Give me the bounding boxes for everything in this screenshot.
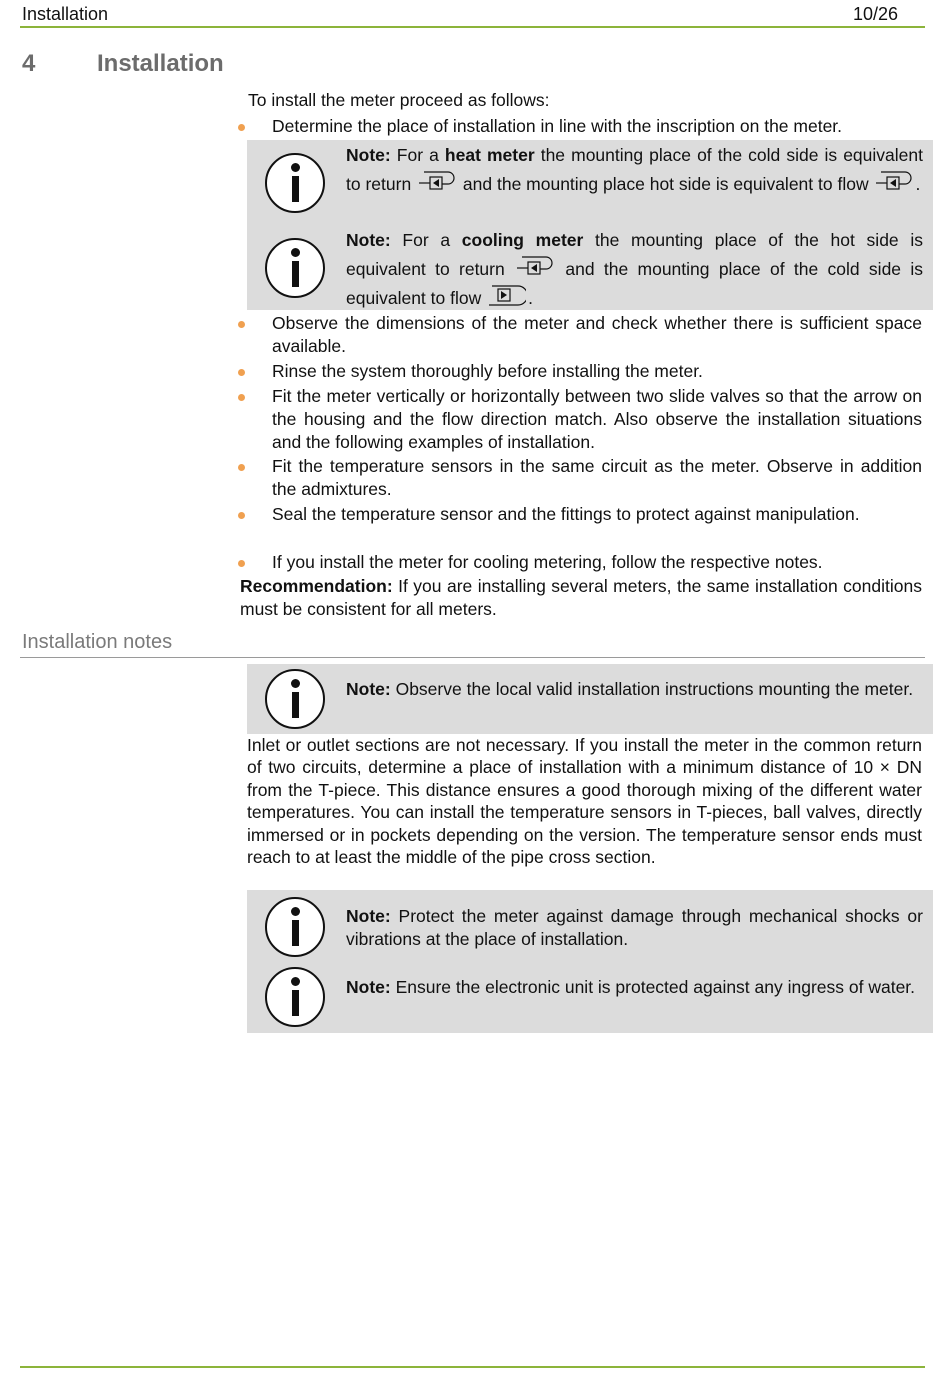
note-box (247, 890, 933, 1033)
info-icon (265, 153, 325, 213)
footer-divider (20, 1366, 925, 1368)
subsection-title: Installation notes (22, 631, 173, 653)
info-icon (265, 897, 325, 957)
return-symbol-icon (516, 255, 554, 279)
list-item: Fit the meter vertically or horizontally between two slide valves so that the arrow on the housing and the flow direction match. Also observe the installation situations and the following examples of installation. (272, 385, 922, 454)
subsection-divider (20, 657, 925, 658)
flow-symbol-icon (488, 284, 526, 308)
bullet-icon (238, 321, 245, 328)
list-item: Determine the place of installation in line with the inscription on the meter. (272, 115, 922, 138)
section-number: 4 (22, 50, 36, 77)
bullet-icon (238, 512, 245, 519)
info-icon (265, 669, 325, 729)
note-mechanical-shocks: Note: Protect the meter against damage through mechanical shocks or vibrations at the place of installation. (346, 906, 923, 949)
list-item: If you install the meter for cooling metering, follow the respective notes. (272, 551, 922, 574)
bullet-icon (238, 560, 245, 567)
list-item: Seal the temperature sensor and the fittings to protect against manipulation. (272, 503, 922, 526)
note-box (247, 140, 933, 310)
info-icon (265, 967, 325, 1027)
note-water-ingress: Note: Ensure the electronic unit is protected against any ingress of water. (346, 977, 916, 997)
intro-text: To install the meter proceed as follows: (248, 90, 550, 110)
page-header (20, 2, 925, 28)
info-icon (265, 238, 325, 298)
note-box (247, 664, 933, 734)
header-page-number: 10/26 (852, 4, 898, 24)
list-item: Observe the dimensions of the meter and check whether there is sufficient space available. (272, 312, 922, 358)
list-item: Fit the temperature sensors in the same circuit as the meter. Observe in addition the admixtures. (272, 455, 922, 501)
header-section-title: Installation (22, 4, 109, 24)
bullet-icon (238, 124, 245, 131)
recommendation: Recommendation: If you are installing several meters, the same installation conditions must be consistent for all meters. (240, 576, 922, 619)
bullet-icon (238, 394, 245, 401)
section-title: Installation (97, 50, 224, 77)
installation-paragraph: Inlet or outlet sections are not necessary. If you install the meter in the common return of two circuits, determine a place of installation with a minimum distance of 10 × DN from the T-piece. This distance ensures a good thorough mixing of the different water temperatures. You can install the temperature sensors in T-pieces, ball valves, directly immersed or in pockets depending on the version. The temperature sensor ends must reach to at least the middle of the pipe cross section. (247, 735, 922, 868)
return-symbol-icon (418, 170, 456, 194)
note-local-instructions: Note: Observe the local valid installation instructions mounting the meter. (346, 679, 914, 699)
note-cooling-meter: Note: For a cooling meter the mounting place of the hot side is equivalent to return and the mounting place of the cold side is equivalent to flow . (346, 230, 923, 308)
bullet-icon (238, 464, 245, 471)
note-heat-meter: Note: For a heat meter the mounting place of the cold side is equivalent to return and the mounting place hot side is equivalent to flow . (346, 145, 923, 194)
bullet-icon (238, 369, 245, 376)
return-symbol-icon (875, 170, 913, 194)
list-item: Rinse the system thoroughly before installing the meter. (272, 360, 922, 383)
